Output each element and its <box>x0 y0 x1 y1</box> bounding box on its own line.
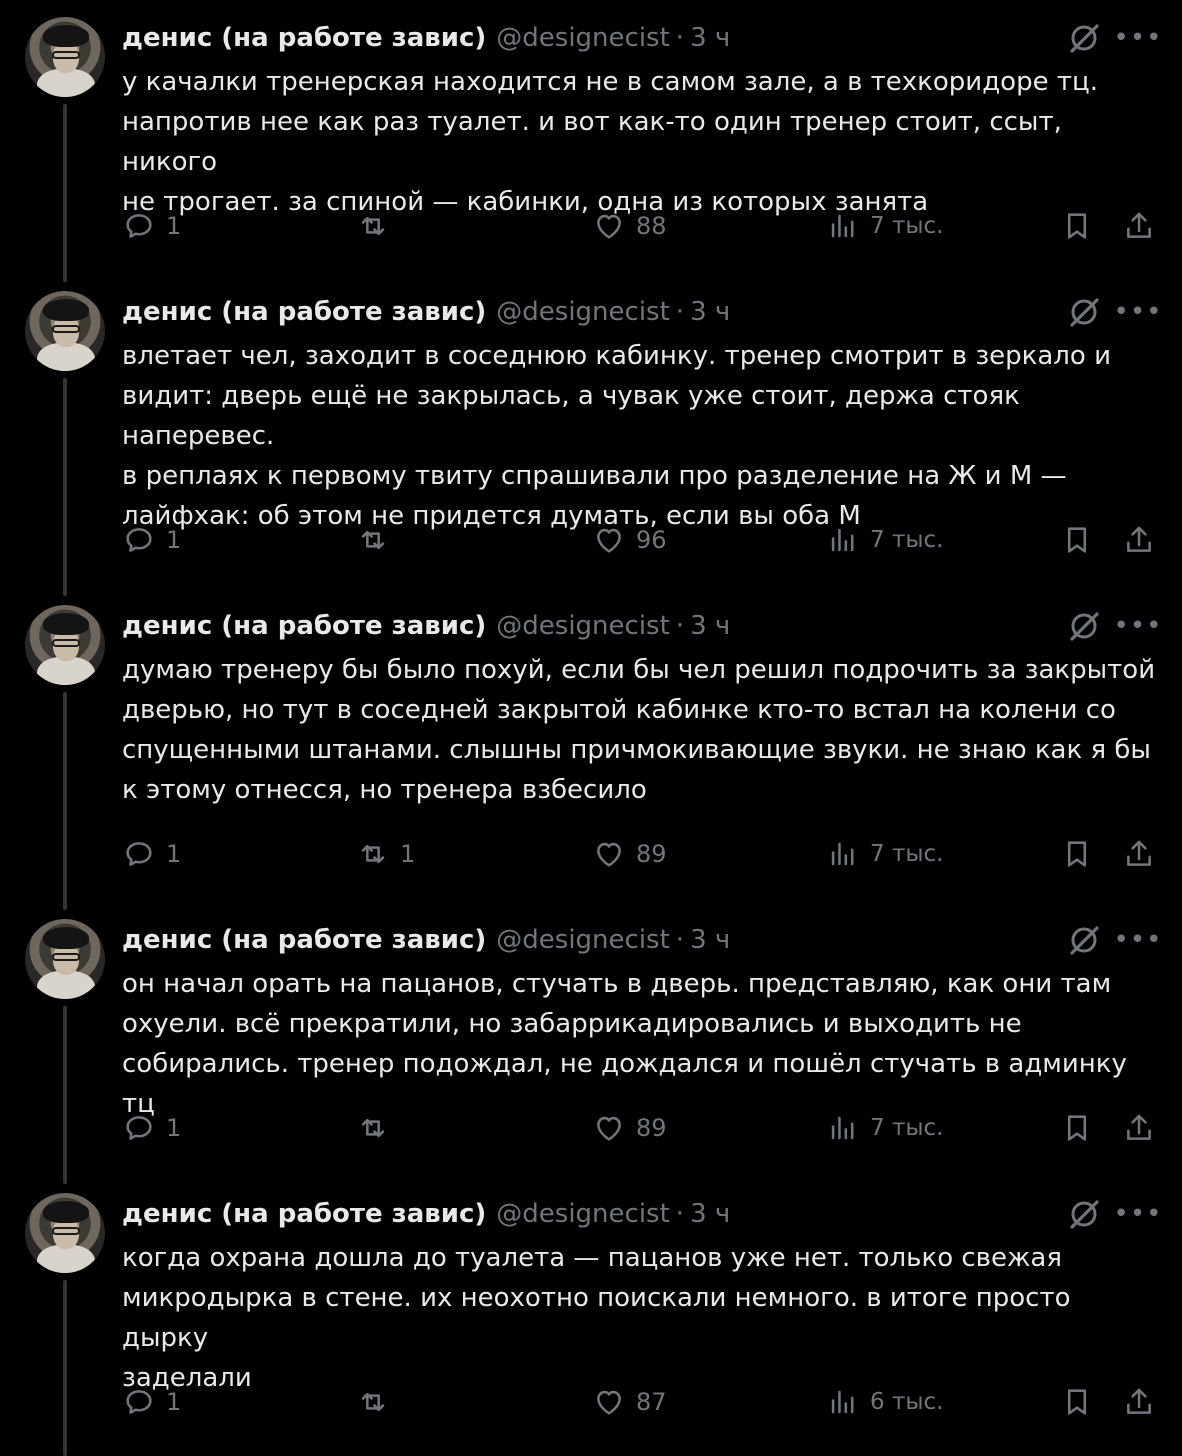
heart-icon <box>592 1385 626 1419</box>
bookmark-icon <box>1060 209 1094 243</box>
share-icon <box>1122 837 1156 871</box>
tweet-text-line: он начал орать на пацанов, стучать в дверь. представляю, как они там <box>122 969 1112 999</box>
tweet[interactable] <box>0 902 1182 1176</box>
author-name[interactable]: денис (на работе завис) <box>122 1199 487 1229</box>
views-icon <box>826 209 860 243</box>
bookmark-button[interactable] <box>1060 1382 1094 1422</box>
share-button[interactable] <box>1122 520 1156 560</box>
separator-dot: · <box>675 611 685 641</box>
reply-icon <box>122 837 156 871</box>
retweet-button[interactable] <box>356 520 400 560</box>
reply-count: 1 <box>166 1114 182 1142</box>
bookmark-icon <box>1060 837 1094 871</box>
reply-icon <box>122 209 156 243</box>
tweet[interactable] <box>0 1176 1182 1456</box>
more-icon[interactable]: ••• <box>1113 611 1163 641</box>
author-handle[interactable]: @designecist <box>496 23 670 53</box>
views-icon <box>826 1111 860 1145</box>
share-button[interactable] <box>1122 834 1156 874</box>
author-name[interactable]: денис (на работе завис) <box>122 925 487 955</box>
views-icon <box>826 1385 860 1419</box>
views-count: 7 тыс. <box>870 527 944 553</box>
views-button[interactable] <box>826 1108 943 1148</box>
tweet-header <box>122 20 730 56</box>
like-count: 89 <box>636 1114 667 1142</box>
separator-dot: · <box>675 1199 685 1229</box>
reply-button[interactable] <box>122 1382 181 1422</box>
tweet-text-line: не трогает. за спиной — кабинки, одна из которых занята <box>122 187 929 217</box>
reply-count: 1 <box>166 526 182 554</box>
reply-button[interactable] <box>122 1108 181 1148</box>
views-button[interactable] <box>826 1382 943 1422</box>
share-button[interactable] <box>1122 206 1156 246</box>
heart-icon <box>592 523 626 557</box>
avatar[interactable] <box>25 919 105 999</box>
tweet-header <box>122 294 730 330</box>
tweet-text-line: напротив нее как раз туалет. и вот как-то один тренер стоит, ссыт, никого <box>122 107 1062 177</box>
tweet-text <box>122 1238 1162 1398</box>
tweet-text-line: думаю тренеру бы было похуй, если бы чел решил подрочить за закрытой <box>122 655 1156 685</box>
reply-icon <box>122 523 156 557</box>
tweet-actions <box>0 834 1182 874</box>
reply-count: 1 <box>166 212 182 240</box>
tweet-header <box>122 608 730 644</box>
tweet[interactable] <box>0 0 1182 274</box>
like-button[interactable] <box>592 206 667 246</box>
grok-icon[interactable] <box>1066 608 1102 644</box>
bookmark-button[interactable] <box>1060 206 1094 246</box>
views-count: 7 тыс. <box>870 841 944 867</box>
tweet-text-line: к этому отнесся, но тренера взбесило <box>122 775 647 805</box>
tweet-actions <box>0 206 1182 246</box>
author-handle[interactable]: @designecist <box>496 1199 670 1229</box>
timestamp[interactable]: 3 ч <box>690 23 731 53</box>
grok-icon[interactable] <box>1066 20 1102 56</box>
views-count: 7 тыс. <box>870 1115 944 1141</box>
tweet[interactable] <box>0 588 1182 902</box>
separator-dot: · <box>675 23 685 53</box>
retweet-count: 1 <box>400 840 416 868</box>
avatar[interactable] <box>25 291 105 371</box>
bookmark-button[interactable] <box>1060 834 1094 874</box>
views-button[interactable] <box>826 834 943 874</box>
retweet-button[interactable] <box>356 206 400 246</box>
author-handle[interactable]: @designecist <box>496 297 670 327</box>
views-icon <box>826 837 860 871</box>
views-button[interactable] <box>826 520 943 560</box>
tweet-header <box>122 1196 730 1232</box>
views-count: 7 тыс. <box>870 213 944 239</box>
avatar[interactable] <box>25 17 105 97</box>
reply-button[interactable] <box>122 520 181 560</box>
tweet-text <box>122 336 1162 536</box>
tweet-text-line: когда охрана дошла до туалета — пацанов уже нет. только свежая <box>122 1243 1062 1273</box>
tweet-text-line: влетает чел, заходит в соседнюю кабинку. тренер смотрит в зеркало и <box>122 341 1111 371</box>
grok-icon[interactable] <box>1066 1196 1102 1232</box>
retweet-icon <box>356 837 390 871</box>
tweet-text-line: спущенными штанами. слышны причмокивающие звуки. не знаю как я бы <box>122 735 1151 765</box>
views-count: 6 тыс. <box>870 1389 944 1415</box>
tweet-text-line: охуели. всё прекратили, но забаррикадировались и выходить не <box>122 1009 1022 1039</box>
tweet-text-line: в реплаях к первому твиту спрашивали про разделение на Ж и М — <box>122 461 1067 491</box>
tweet-actions <box>0 1382 1182 1422</box>
reply-icon <box>122 1385 156 1419</box>
author-handle[interactable]: @designecist <box>496 611 670 641</box>
retweet-button[interactable] <box>356 834 415 874</box>
reply-count: 1 <box>166 840 182 868</box>
tweet-text <box>122 650 1162 810</box>
tweet-text-line: собирались. тренер подождал, не дождался и пошёл стучать в админку тц <box>122 1049 1127 1119</box>
bookmark-button[interactable] <box>1060 1108 1094 1148</box>
retweet-icon <box>356 1111 390 1145</box>
like-count: 87 <box>636 1388 667 1416</box>
timestamp[interactable]: 3 ч <box>690 611 731 641</box>
avatar[interactable] <box>25 1193 105 1273</box>
views-button[interactable] <box>826 206 943 246</box>
timestamp[interactable]: 3 ч <box>690 925 731 955</box>
like-button[interactable] <box>592 1108 667 1148</box>
bookmark-icon <box>1060 1385 1094 1419</box>
tweet-actions <box>0 1108 1182 1148</box>
reply-icon <box>122 1111 156 1145</box>
timestamp[interactable]: 3 ч <box>690 1199 731 1229</box>
tweet-text-line: микродырка в стене. их неохотно поискали немного. в итоге просто дырку <box>122 1283 1071 1353</box>
share-button[interactable] <box>1122 1108 1156 1148</box>
more-icon[interactable]: ••• <box>1113 23 1163 53</box>
retweet-icon <box>356 209 390 243</box>
tweet-text-line: лайфхак: об этом не придется думать, если вы оба М <box>122 501 861 531</box>
share-icon <box>1122 1385 1156 1419</box>
heart-icon <box>592 837 626 871</box>
share-icon <box>1122 209 1156 243</box>
like-button[interactable] <box>592 834 667 874</box>
author-name[interactable]: денис (на работе завис) <box>122 611 487 641</box>
tweet-text-line: видит: дверь ещё не закрылась, а чувак уже стоит, держа стояк наперевес. <box>122 381 1020 451</box>
tweet-text <box>122 964 1162 1124</box>
reply-button[interactable] <box>122 834 181 874</box>
more-icon[interactable]: ••• <box>1113 297 1163 327</box>
bookmark-button[interactable] <box>1060 520 1094 560</box>
more-icon[interactable]: ••• <box>1113 925 1163 955</box>
bookmark-icon <box>1060 523 1094 557</box>
tweet-text-line: дверью, но тут в соседней закрытой кабинке кто-то встал на колени со <box>122 695 1116 725</box>
views-icon <box>826 523 860 557</box>
author-name[interactable]: денис (на работе завис) <box>122 23 487 53</box>
tweet-text-line: у качалки тренерская находится не в самом зале, а в техкоридоре тц. <box>122 67 1098 97</box>
grok-icon[interactable] <box>1066 922 1102 958</box>
separator-dot: · <box>675 925 685 955</box>
share-icon <box>1122 523 1156 557</box>
heart-icon <box>592 1111 626 1145</box>
like-button[interactable] <box>592 520 667 560</box>
retweet-button[interactable] <box>356 1108 400 1148</box>
tweet-actions <box>0 520 1182 560</box>
tweet-header <box>122 922 730 958</box>
timestamp[interactable]: 3 ч <box>690 297 731 327</box>
grok-icon[interactable] <box>1066 294 1102 330</box>
heart-icon <box>592 209 626 243</box>
author-name[interactable]: денис (на работе завис) <box>122 297 487 327</box>
share-button[interactable] <box>1122 1382 1156 1422</box>
like-button[interactable] <box>592 1382 667 1422</box>
reply-count: 1 <box>166 1388 182 1416</box>
tweet[interactable] <box>0 274 1182 588</box>
retweet-icon <box>356 523 390 557</box>
retweet-icon <box>356 1385 390 1419</box>
reply-button[interactable] <box>122 206 181 246</box>
like-count: 88 <box>636 212 667 240</box>
retweet-button[interactable] <box>356 1382 400 1422</box>
bookmark-icon <box>1060 1111 1094 1145</box>
like-count: 96 <box>636 526 667 554</box>
author-handle[interactable]: @designecist <box>496 925 670 955</box>
like-count: 89 <box>636 840 667 868</box>
tweet-text-line: заделали <box>122 1363 252 1393</box>
avatar[interactable] <box>25 605 105 685</box>
more-icon[interactable]: ••• <box>1113 1199 1163 1229</box>
tweet-text <box>122 62 1162 222</box>
separator-dot: · <box>675 297 685 327</box>
share-icon <box>1122 1111 1156 1145</box>
